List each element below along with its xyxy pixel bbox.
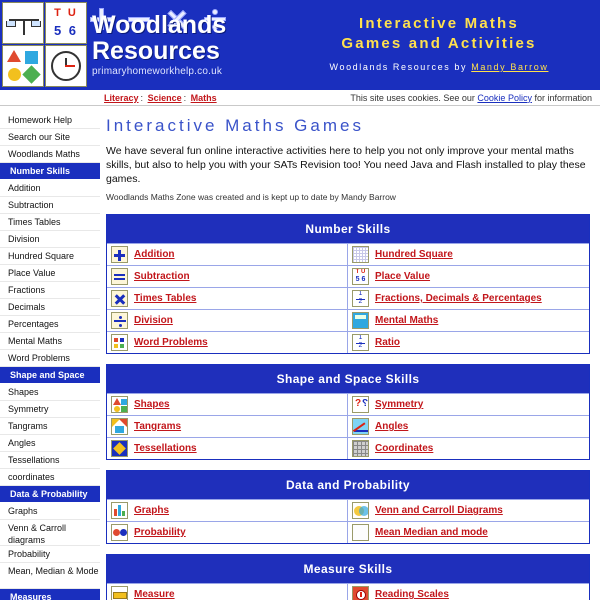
link-cell-reading-scales[interactable] — [348, 583, 589, 600]
link-fractions-decimals-percentages[interactable]: Fractions, Decimals & Percentages — [375, 293, 542, 304]
breadcrumb-bar — [0, 90, 600, 106]
place-value-icon: T U 5 6 — [352, 268, 369, 285]
table-row — [107, 583, 589, 600]
fraction-icon: $\frac{1}{2}$ — [352, 290, 369, 307]
breadcrumb-separator-2: : — [183, 92, 187, 103]
sidebar-section-number-skills[interactable]: Number Skills — [0, 163, 100, 180]
word-problems-icon — [111, 334, 128, 351]
byline — [278, 62, 600, 72]
link-venn-and-carroll-diagrams[interactable]: Venn and Carroll Diagrams — [375, 505, 503, 516]
link-cell-subtraction[interactable] — [107, 265, 348, 287]
table-row — [107, 309, 589, 331]
section-heading-measure-skills: Measure Skills — [107, 555, 589, 583]
probability-icon — [111, 524, 128, 541]
sidebar-item-addition[interactable]: Addition — [0, 180, 100, 197]
link-cell-mental-maths[interactable] — [348, 309, 589, 331]
link-cell-division[interactable] — [107, 309, 348, 331]
intro-text: We have several fun online interactive activities here to help you not only improve your mental maths skills, but also to help you with your SATs Revision too! You need Java and Flash installed to play these games. — [106, 145, 586, 185]
sidebar-item-graphs[interactable]: Graphs — [0, 503, 100, 520]
symmetry-icon: ? ? — [352, 396, 369, 413]
link-hundred-square[interactable]: Hundred Square — [375, 249, 453, 260]
link-tessellations[interactable]: Tessellations — [134, 443, 197, 454]
coordinates-icon — [352, 440, 369, 457]
sidebar-item-percentages[interactable]: Percentages — [0, 316, 100, 333]
cookie-notice-text-before: This site uses cookies. See our — [350, 92, 475, 103]
page-heading-line-2: Games and Activities — [341, 35, 537, 52]
tessellation-icon — [111, 440, 128, 457]
graph-icon — [111, 502, 128, 519]
byline-author-link[interactable]: Mandy Barrow — [471, 62, 549, 72]
sidebar-item-division[interactable]: Division — [0, 231, 100, 248]
brand-line-1: Woodlands — [92, 11, 227, 39]
sidebar-item-mean-median-mode[interactable]: Mean, Median & Mode — [0, 563, 100, 589]
link-place-value[interactable]: Place Value — [375, 271, 431, 282]
place-value-tu56-icon: T U 5 6 — [45, 2, 87, 44]
table-row — [107, 265, 589, 287]
cookie-notice-text-after: for information — [534, 92, 592, 103]
page-title: Interactive Maths Games — [106, 116, 364, 135]
reading-scales-icon — [352, 586, 369, 600]
table-row — [107, 415, 589, 437]
sidebar-item-fractions[interactable]: Fractions — [0, 282, 100, 299]
calculator-icon — [352, 312, 369, 329]
link-cell-shapes[interactable] — [107, 393, 348, 415]
page-body — [0, 106, 600, 600]
link-cell-times-tables[interactable] — [107, 287, 348, 309]
link-shapes[interactable]: Shapes — [134, 399, 170, 410]
fraction-icon: $\frac{1}{2}$ — [352, 334, 369, 351]
table-row — [107, 331, 589, 353]
link-cell-graphs[interactable] — [107, 499, 348, 521]
sidebar-item-hundred-square[interactable]: Hundred Square — [0, 248, 100, 265]
table-row — [107, 243, 589, 265]
shapes-icon — [2, 45, 44, 87]
section-data-and-probability — [106, 470, 590, 544]
sidebar-item-coordinates[interactable]: coordinates — [0, 469, 100, 486]
link-cell-place-value[interactable] — [348, 265, 589, 287]
link-addition[interactable]: Addition — [134, 249, 175, 260]
blank-icon — [352, 524, 369, 541]
link-cell-angles[interactable] — [348, 415, 589, 437]
breadcrumb-link-maths[interactable]: Maths — [190, 92, 217, 103]
brand-line-2: Resources — [92, 37, 220, 65]
clock-icon — [45, 45, 87, 87]
link-cell-addition[interactable] — [107, 243, 348, 265]
sidebar-item-venn-carroll-diagrams[interactable]: Venn & Carroll diagrams — [0, 520, 100, 546]
sidebar-item-shapes[interactable]: Shapes — [0, 384, 100, 401]
sidebar — [0, 106, 100, 600]
link-cell-measure[interactable] — [107, 583, 348, 600]
link-word-problems[interactable]: Word Problems — [134, 337, 208, 348]
link-symmetry[interactable]: Symmetry — [375, 399, 424, 410]
section-number-skills — [106, 214, 590, 354]
link-division[interactable]: Division — [134, 315, 173, 326]
table-row — [107, 521, 589, 543]
section-shape-and-space — [106, 364, 590, 460]
sidebar-item-mental-maths[interactable]: Mental Maths — [0, 333, 100, 350]
link-tangrams[interactable]: Tangrams — [134, 421, 182, 432]
sidebar-item-tangrams[interactable]: Tangrams — [0, 418, 100, 435]
scales-icon — [2, 2, 44, 44]
link-cell-fractions-decimals-percentages[interactable] — [348, 287, 589, 309]
sidebar-item-search-our-site[interactable]: Search our Site — [0, 129, 100, 146]
link-cell-tangrams[interactable] — [107, 415, 348, 437]
sidebar-section-measures[interactable]: Measures — [0, 589, 100, 600]
sidebar-item-decimals[interactable]: Decimals — [0, 299, 100, 316]
link-cell-venn-and-carroll-diagrams[interactable] — [348, 499, 589, 521]
table-row — [107, 287, 589, 309]
sidebar-item-tessellations[interactable]: Tessellations — [0, 452, 100, 469]
measure-icon — [111, 586, 128, 600]
link-mean-median-and-mode[interactable]: Mean Median and mode — [375, 527, 488, 538]
link-cell-hundred-square[interactable] — [348, 243, 589, 265]
link-cell-word-problems[interactable] — [107, 331, 348, 353]
section-measure-skills — [106, 554, 590, 600]
link-subtraction[interactable]: Subtraction — [134, 271, 190, 282]
sidebar-item-probability[interactable]: Probability — [0, 546, 100, 563]
table-row — [107, 499, 589, 521]
link-graphs[interactable]: Graphs — [134, 505, 170, 516]
brand-domain: primaryhomeworkhelp.co.uk — [92, 66, 223, 77]
breadcrumb-link-literacy[interactable]: Literacy — [104, 92, 139, 103]
sidebar-item-angles[interactable]: Angles — [0, 435, 100, 452]
breadcrumb-link-science[interactable]: Science — [147, 92, 182, 103]
header-title-block — [278, 0, 600, 90]
link-cell-tessellations[interactable] — [107, 437, 348, 459]
link-times-tables[interactable]: Times Tables — [134, 293, 197, 304]
site-logo-block[interactable] — [0, 0, 278, 90]
breadcrumb-separator-1: : — [140, 92, 144, 103]
sidebar-section-shape-and-space[interactable]: Shape and Space — [0, 367, 100, 384]
sidebar-item-times-tables[interactable]: Times Tables — [0, 214, 100, 231]
link-cell-ratio[interactable] — [348, 331, 589, 353]
times-icon — [111, 290, 128, 307]
table-row — [107, 437, 589, 459]
site-header — [0, 0, 600, 90]
cookie-policy-link[interactable]: Cookie Policy — [477, 92, 532, 103]
table-row — [107, 393, 589, 415]
intro-paragraph — [106, 144, 592, 204]
sidebar-item-word-problems[interactable]: Word Problems — [0, 350, 100, 367]
link-measure[interactable]: Measure — [134, 589, 175, 600]
section-heading-number-skills: Number Skills — [107, 215, 589, 243]
intro-note: Woodlands Maths Zone was created and is kept up to date by Mandy Barrow — [106, 192, 396, 202]
breadcrumb — [0, 93, 217, 103]
link-cell-probability[interactable] — [107, 521, 348, 543]
link-angles[interactable]: Angles — [375, 421, 409, 432]
cookie-notice — [350, 93, 600, 103]
sidebar-section-data-probability[interactable]: Data & Probability — [0, 486, 100, 503]
tangram-icon — [111, 418, 128, 435]
sidebar-item-symmetry[interactable]: Symmetry — [0, 401, 100, 418]
main-content — [100, 106, 600, 600]
hundred-square-icon — [352, 246, 369, 263]
venn-icon — [352, 502, 369, 519]
byline-prefix: Woodlands Resources by — [329, 62, 468, 72]
sidebar-item-woodlands-maths[interactable]: Woodlands Maths — [0, 146, 100, 163]
site-wordmark — [92, 12, 226, 77]
sidebar-item-place-value[interactable]: Place Value — [0, 265, 100, 282]
sidebar-item-homework-help[interactable]: Homework Help — [0, 112, 100, 129]
divide-icon — [111, 312, 128, 329]
link-ratio[interactable]: Ratio — [375, 337, 400, 348]
link-reading-scales[interactable]: Reading Scales — [375, 589, 449, 600]
link-cell-coordinates[interactable] — [348, 437, 589, 459]
link-coordinates[interactable]: Coordinates — [375, 443, 434, 454]
link-cell-symmetry[interactable] — [348, 393, 589, 415]
sidebar-item-subtraction[interactable]: Subtraction — [0, 197, 100, 214]
link-probability[interactable]: Probability — [134, 527, 186, 538]
section-heading-shape-and-space: Shape and Space Skills — [107, 365, 589, 393]
angles-icon — [352, 418, 369, 435]
minus-icon — [111, 268, 128, 285]
logo-icon-grid — [2, 2, 88, 88]
page-heading-line-1: Interactive Maths — [359, 15, 519, 32]
shapes-icon — [111, 396, 128, 413]
link-cell-mean-median-and-mode[interactable] — [348, 521, 589, 543]
plus-icon — [111, 246, 128, 263]
link-mental-maths[interactable]: Mental Maths — [375, 315, 439, 326]
section-heading-data-and-probability: Data and Probability — [107, 471, 589, 499]
